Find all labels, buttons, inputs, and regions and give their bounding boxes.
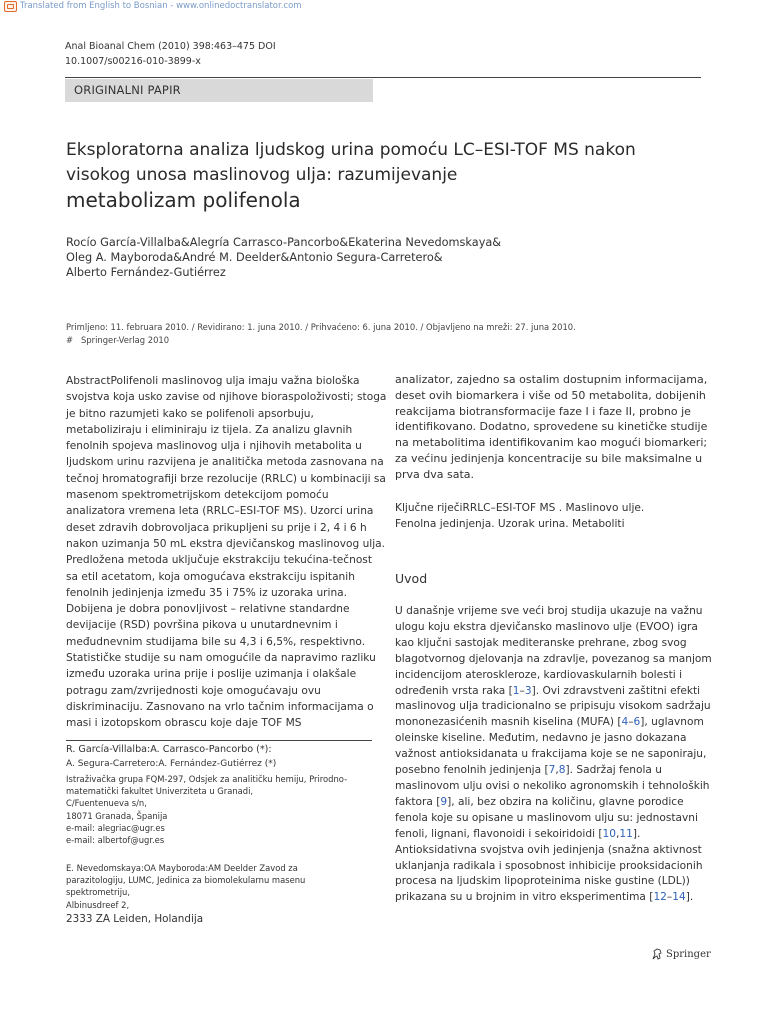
- intro-body: [395, 604, 712, 906]
- abstract-continuation-line: identifikovano. Dodatno, sprovedene su kinetičke studije: [395, 420, 708, 434]
- intro-text: faktora [: [395, 795, 441, 808]
- affiliation2-address: [66, 862, 305, 911]
- intro-text: prikazana su u brojnim in vitro eksperimentima [: [395, 891, 654, 904]
- abstract-line: Statističke studije su nam omogućile da napravimo razliku: [66, 652, 376, 665]
- copyright-text: Springer-Verlag 2010: [81, 335, 170, 345]
- intro-text: ]. Ovi zdravstveni zaštitni efekti: [531, 684, 701, 697]
- abstract-line: potragu zam/zvrijednosti koje omogućavaju ovu: [66, 684, 321, 697]
- reference-link[interactable]: 1: [512, 684, 520, 697]
- reference-link[interactable]: 4: [621, 716, 629, 729]
- paper-title-line-1: Eksploratorna analiza ljudskog urina pomoću LC–ESI-TOF MS nakon: [66, 140, 636, 160]
- intro-text: fenola koje su opisane u maslinovom ulju su: jednostavni: [395, 811, 698, 824]
- copyright-symbol: #: [66, 335, 74, 345]
- abstract-line: fenolnih jedinjenja između 35 i 75% iz uzoraka urina.: [66, 586, 348, 599]
- intro-line: [395, 620, 707, 636]
- springer-logo: [651, 948, 711, 960]
- abstract-line: analizatora vremena leta (RRLC–ESI-TOF MS). Uzorci urina: [66, 505, 374, 518]
- intro-text: mononezasićenih masnih kiselina (MUFA) [: [395, 716, 622, 729]
- keywords-line: Ključne riječiRRLC–ESI-TOF MS . Maslinovo ulje.: [395, 502, 645, 514]
- abstract-line: svojstva koja usko zavise od njihove bioraspoloživosti; stoga: [66, 391, 387, 404]
- intro-line: [395, 890, 707, 906]
- abstract-line: deset zdravih dobrovoljaca prikupljeni su prije i 2, 4 i 6 h: [66, 521, 367, 534]
- intro-line: [395, 747, 707, 763]
- intro-line: [395, 636, 707, 652]
- email-line[interactable]: e-mail: albertof@ugr.es: [66, 835, 165, 846]
- intro-line: [395, 604, 707, 620]
- intro-text: Antioksidativna svojstva ovih jedinjenja (snažna aktivnost: [395, 843, 702, 856]
- intro-line: [395, 684, 707, 700]
- reference-link[interactable]: 14: [672, 891, 686, 904]
- abstract-line: AbstractPolifenoli maslinovog ulja imaju važna biološka: [66, 375, 360, 387]
- intro-text: fenoli, lignani, flavonoidi i sekoiridoidi [: [395, 827, 603, 840]
- reference-link[interactable]: 11: [619, 827, 633, 840]
- intro-text: određenih vrsta raka [: [395, 684, 513, 697]
- intro-line: [395, 699, 711, 715]
- intro-text: uklanjanja radikala i sposobnost inhibicije prooksidacionih: [395, 859, 703, 872]
- email-line[interactable]: e-mail: alegriac@ugr.es: [66, 822, 165, 833]
- intro-line: [395, 668, 707, 684]
- abstract-line: masenom spektrometrijskom detekcijom pomoću: [66, 489, 329, 502]
- affiliation-rule: [66, 740, 372, 741]
- paper-title-line-2: visokog unosa maslinovog ulja: razumijevanje: [66, 165, 458, 185]
- copyright-line: [66, 335, 169, 345]
- authors-line-1: Rocío García-Villalba&Alegría Carrasco-Pancorbo&Ekaterina Nevedomskaya&: [66, 236, 502, 249]
- paper-title-line-3: metabolizam polifenola: [66, 188, 301, 212]
- intro-line: [395, 827, 707, 843]
- intro-text: –: [628, 716, 634, 729]
- abstract-continuation-line: na metabolitima identifikovanim kao mogući biomarkeri;: [395, 436, 708, 450]
- header-rule: [65, 77, 701, 78]
- intro-text: maslinovog ulja tradicionalno se pripisuju visokom sadržaju: [395, 700, 711, 713]
- affiliation1-line: matematički fakultet Univerziteta u Granadi,: [66, 786, 254, 797]
- affiliation1-names-2: A. Segura-Carretero:A. Fernández-Gutiérrez (*): [66, 759, 277, 769]
- springer-logo-text: Springer: [666, 948, 711, 960]
- abstract-continuation-line: deset ovih biomarkera i više od 50 metabolita, dobijenih: [395, 388, 706, 402]
- intro-text: kao ključni sastojak mediteranske prehrane, zbog svog: [395, 636, 687, 649]
- abstract-line: nakon uzimanja 50 mL ekstra djevičanskog maslinovog ulja.: [66, 537, 386, 550]
- section-label: ORIGINALNI PAPIR: [74, 83, 181, 97]
- affiliation2-line: E. Nevedomskaya:OA Mayboroda:AM Deelder Zavod za: [66, 863, 298, 873]
- reference-link[interactable]: 3: [524, 684, 532, 697]
- abstract-line: fenolnih spojeva maslinovog ulja i njihovih metabolita u: [66, 440, 362, 453]
- intro-text: ], uglavnom: [640, 716, 704, 729]
- intro-line: [395, 811, 707, 827]
- intro-line: [395, 652, 712, 668]
- affiliation1-line: Istraživačka grupa FQM-297, Odsjek za analitičku hemiju, Prirodno-: [66, 774, 348, 784]
- intro-text: ulogu koju ekstra djevičansko maslinovo ulje (EVOO) igra: [395, 620, 698, 633]
- intro-line: [395, 763, 707, 779]
- intro-text: ]. Sadržaj fenola u: [565, 764, 662, 777]
- intro-text: U današnje vrijeme sve veći broj studija ukazuje na važnu: [395, 605, 703, 617]
- abstract-line: između uzoraka urina prije i poslije uzimanja i olakšale: [66, 668, 357, 681]
- intro-line: [395, 715, 707, 731]
- abstract-continuation-line: prva dva sata.: [395, 467, 475, 481]
- intro-text: procesa na ljudskim lipoproteinima niske gustine (LDL)): [395, 875, 690, 888]
- abstract-continuation-line: za većinu jedinjenja koncentracije su bile maksimalne u: [395, 451, 703, 465]
- publication-history: Primljeno: 11. februara 2010. / Revidirano: 1. juna 2010. / Prihvaćeno: 6. juna 2010. / Objavljeno na mreži: 27. juna 2010.: [66, 322, 576, 332]
- abstract-continuation-line: analizator, zajedno sa ostalim dostupnim informacijama,: [395, 373, 708, 386]
- abstract-line: sa etil acetatom, koja omogućava ekstrakciju ispitanih: [66, 570, 355, 583]
- intro-text: ,: [555, 764, 559, 777]
- affiliation2-line: parazitologiju, LUMC, Jedinica za biomolekularnu masenu: [66, 875, 306, 886]
- abstract: [66, 373, 387, 732]
- keywords-line: Fenolna jedinjenja. Uzorak urina. Metaboliti: [395, 518, 625, 530]
- intro-line: [395, 731, 707, 747]
- reference-link[interactable]: 6: [633, 716, 641, 729]
- section-label-box: [65, 79, 373, 102]
- reference-link[interactable]: 10: [602, 827, 616, 840]
- intro-text: blagotvornog djelovanja na zdravlje, povezanog sa manjom: [395, 652, 712, 665]
- affiliation2-city: 2333 ZA Leiden, Holandija: [66, 913, 204, 925]
- affiliation1-names-1: R. García-Villalba:A. Carrasco-Pancorbo (*):: [66, 744, 272, 755]
- abstract-line: metaboliziraju i eliminiraju iz tijela. Za analizu glavnih: [66, 423, 353, 436]
- intro-text: ,: [616, 827, 620, 840]
- intro-text: važnost antioksidanata u frakcijama koje se ne saponiraju,: [395, 748, 707, 761]
- journal-doi[interactable]: 10.1007/s00216-010-3899-x: [65, 56, 201, 67]
- abstract-line: diskriminaciju. Zasnovano na vrlo tačnim informacijama o: [66, 700, 374, 713]
- intro-text: ].: [685, 891, 694, 904]
- abstract-line: Dobijena je dobra ponovljivost – relativne standardne: [66, 603, 350, 616]
- affiliation1-address: [66, 773, 347, 846]
- intro-text: incidencijom ateroskleroze, kardiovaskularnih bolesti i: [395, 668, 683, 681]
- reference-link[interactable]: 12: [653, 891, 667, 904]
- authors-line-2: Oleg A. Mayboroda&André M. Deelder&Antonio Segura-Carretero&: [66, 251, 443, 264]
- intro-heading: Uvod: [395, 571, 428, 586]
- abstract-line: međudnevnim studijama bile su 4,3 i 6,5%, respektivno.: [66, 635, 366, 648]
- springer-horse-icon: [651, 948, 663, 960]
- intro-line: [395, 795, 707, 811]
- translator-banner[interactable]: [4, 0, 302, 12]
- affiliation1-line: C/Fuentenueva s/n,: [66, 798, 147, 809]
- reference-link[interactable]: 9: [440, 795, 448, 808]
- intro-text: –: [519, 684, 525, 697]
- affiliation1-line: 18071 Granada, Španija: [66, 810, 168, 821]
- abstract-continuation: [395, 372, 707, 483]
- keywords: [395, 500, 707, 532]
- intro-text: oleinske kiseline. Međutim, nedavno je jasno dokazana: [395, 732, 687, 745]
- intro-line: [395, 874, 707, 890]
- abstract-line: ljudskom urinu razvijena je analitička metoda zasnovana na: [66, 456, 384, 469]
- intro-text: ], ali, bez obzira na količinu, glavne porodice: [447, 795, 684, 808]
- intro-text: –: [666, 891, 673, 904]
- translate-icon: [4, 1, 17, 12]
- abstract-continuation-line: reakcijama biotransformacije faze I i faze II, probno je: [395, 404, 691, 418]
- abstract-line: Predložena metoda uključuje ekstrakciju tekućina-tečnost: [66, 554, 372, 567]
- intro-line: [395, 859, 707, 875]
- affiliation2-line: Albinusdreef 2,: [66, 899, 130, 910]
- intro-text: ].: [632, 827, 641, 840]
- intro-line: [395, 779, 710, 795]
- reference-link[interactable]: 8: [558, 764, 566, 777]
- intro-text: maslinovom ulju ovisi o nekoliko agronomskih i tehnoloških: [395, 779, 710, 792]
- affiliation2-line: spektrometriju,: [66, 887, 131, 898]
- journal-citation: Anal Bioanal Chem (2010) 398:463–475 DOI: [65, 41, 276, 52]
- intro-text: posebno fenolnih jedinjenja [: [395, 764, 549, 777]
- abstract-line: masi i izotopskom obrascu koje daje TOF MS: [66, 717, 302, 730]
- abstract-line: devijacije (RSD) površina pikova u unutardnevnim i: [66, 619, 338, 632]
- intro-line: [395, 843, 707, 859]
- abstract-line: je bitno razumjeti kako se polifenoli apsorbuju,: [66, 407, 314, 420]
- translator-banner-text[interactable]: Translated from English to Bosnian - www.onlinedoctranslator.com: [20, 1, 302, 11]
- abstract-line: tečnoj hromatografiji brze rezolucije (RRLC) u kombinaciji sa: [66, 472, 386, 485]
- authors-line-3: Alberto Fernández-Gutiérrez: [66, 266, 226, 279]
- reference-link[interactable]: 7: [548, 764, 556, 777]
